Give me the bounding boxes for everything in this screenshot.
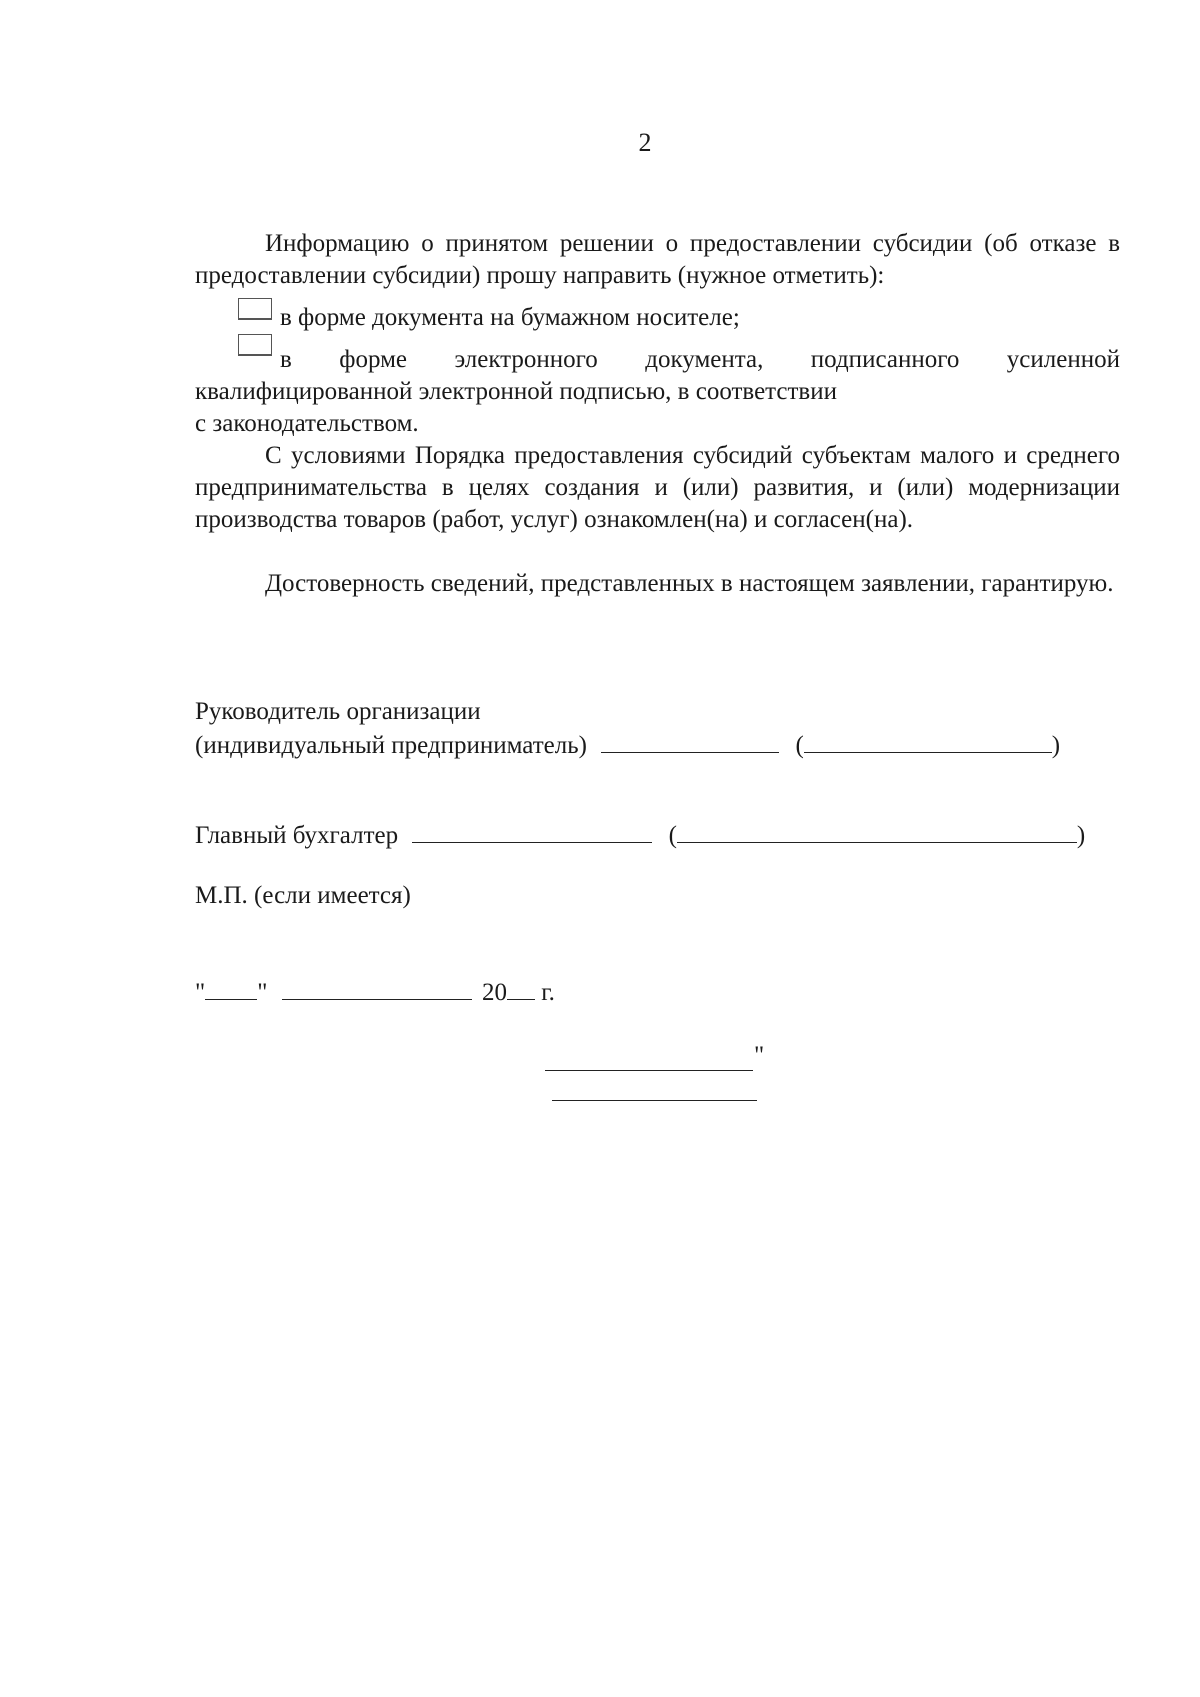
accountant-close-paren: ): [1076, 822, 1086, 849]
reliability-paragraph: Достоверность сведений, представленных в настоящем заявлении, гарантирую.: [265, 570, 1114, 597]
head-signature-line: [195, 728, 1060, 762]
head-label-line1: Руководитель организации: [195, 698, 481, 725]
year-blank[interactable]: [507, 975, 535, 1000]
year-suffix: г.: [541, 979, 555, 1006]
head-signature-blank[interactable]: [601, 728, 779, 753]
closing-line-2: [552, 1100, 757, 1101]
paper-document-label: в форме документа на бумажном носителе;: [280, 304, 740, 331]
electronic-document-label: в форме электронного документа, подписанного усиленной: [280, 346, 1120, 373]
electronic-document-label-cont2: с законодательством.: [195, 410, 419, 437]
year-prefix: 20: [481, 979, 507, 1006]
accountant-name-blank[interactable]: [677, 818, 1077, 843]
accountant-signature-blank[interactable]: [412, 818, 652, 843]
closing-quote: ": [754, 1042, 765, 1069]
conditions-paragraph: С условиями Порядка предоставления субсидий субъектам малого и среднего предпринимательства в целях создания и (или) развития, и (или) модернизации производства товаров (работ, услуг) ознакомлен(на) и согласен(на).: [195, 442, 1120, 533]
electronic-document-label-cont: квалифицированной электронной подписью, в соответствии: [195, 378, 837, 405]
head-label-line2: (индивидуальный предприниматель): [195, 732, 587, 759]
stamp-label: М.П. (если имеется): [195, 882, 411, 909]
accountant-open-paren: (: [668, 822, 677, 849]
head-open-paren: (: [795, 732, 804, 759]
date-quote-close: ": [257, 979, 268, 1006]
accountant-signature-line: [195, 818, 1085, 852]
day-blank[interactable]: [205, 975, 257, 1000]
electronic-document-checkbox[interactable]: [238, 334, 272, 356]
head-name-blank[interactable]: [804, 728, 1052, 753]
head-close-paren: ): [1051, 732, 1061, 759]
date-line: [195, 975, 555, 1009]
month-blank[interactable]: [282, 975, 472, 1000]
accountant-label: Главный бухгалтер: [195, 822, 399, 849]
paper-document-checkbox[interactable]: [238, 298, 272, 320]
page-number: 2: [638, 128, 652, 157]
info-paragraph: Информацию о принятом решении о предоставлении субсидии (об отказе в предоставлении субсидии) прошу направить (нужное отметить):: [195, 230, 1120, 289]
closing-line-1: [545, 1070, 753, 1071]
date-quote-open: ": [195, 979, 206, 1006]
